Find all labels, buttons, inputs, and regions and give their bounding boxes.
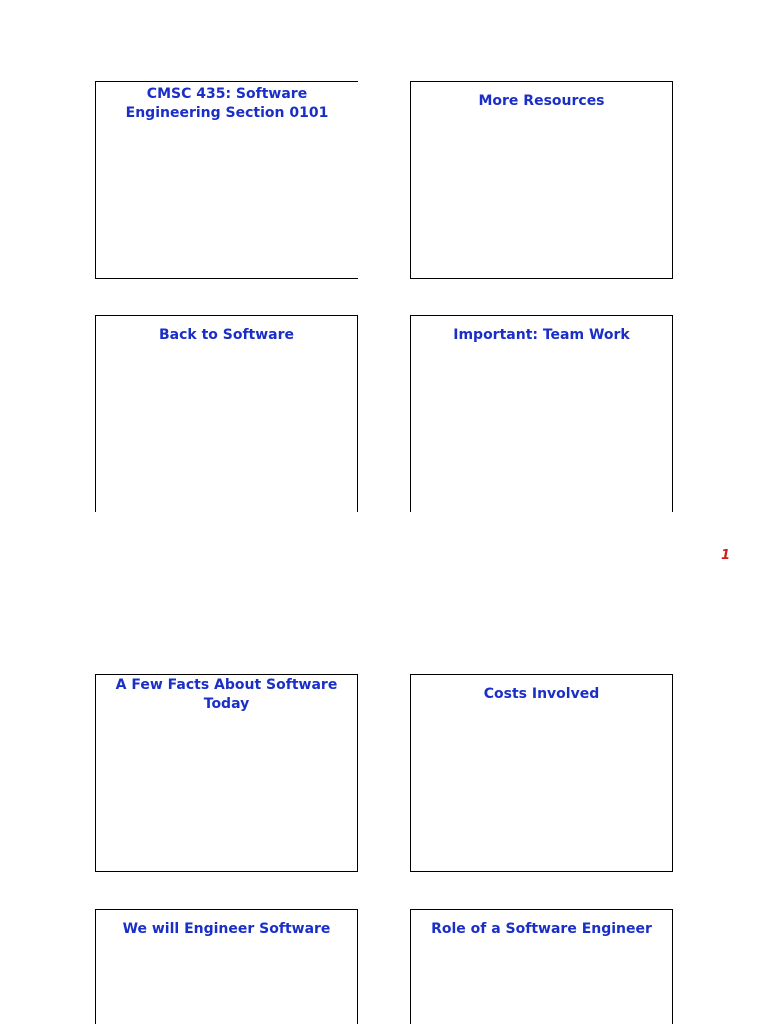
slide-4	[410, 315, 673, 512]
slide-6	[410, 674, 673, 872]
slide-7	[95, 909, 358, 1024]
slide-title: Important: Team Work	[453, 327, 630, 343]
slide-2	[410, 81, 673, 279]
slide-title: Costs Involved	[483, 686, 600, 702]
page-number: 1	[721, 548, 731, 563]
slide-title: Role of a Software Engineer	[431, 921, 652, 937]
slide-title: CMSC 435: Software Engineering Section 0101	[125, 86, 329, 121]
slide-5	[95, 674, 358, 872]
slide-title: More Resources	[478, 93, 605, 109]
slide-title: We will Engineer Software	[122, 921, 331, 937]
slide-3	[95, 315, 358, 512]
slide-title: A Few Facts About Software Today	[115, 677, 338, 712]
slide-title: Back to Software	[158, 327, 295, 343]
slide-1	[95, 81, 358, 279]
slide-8	[410, 909, 673, 1024]
